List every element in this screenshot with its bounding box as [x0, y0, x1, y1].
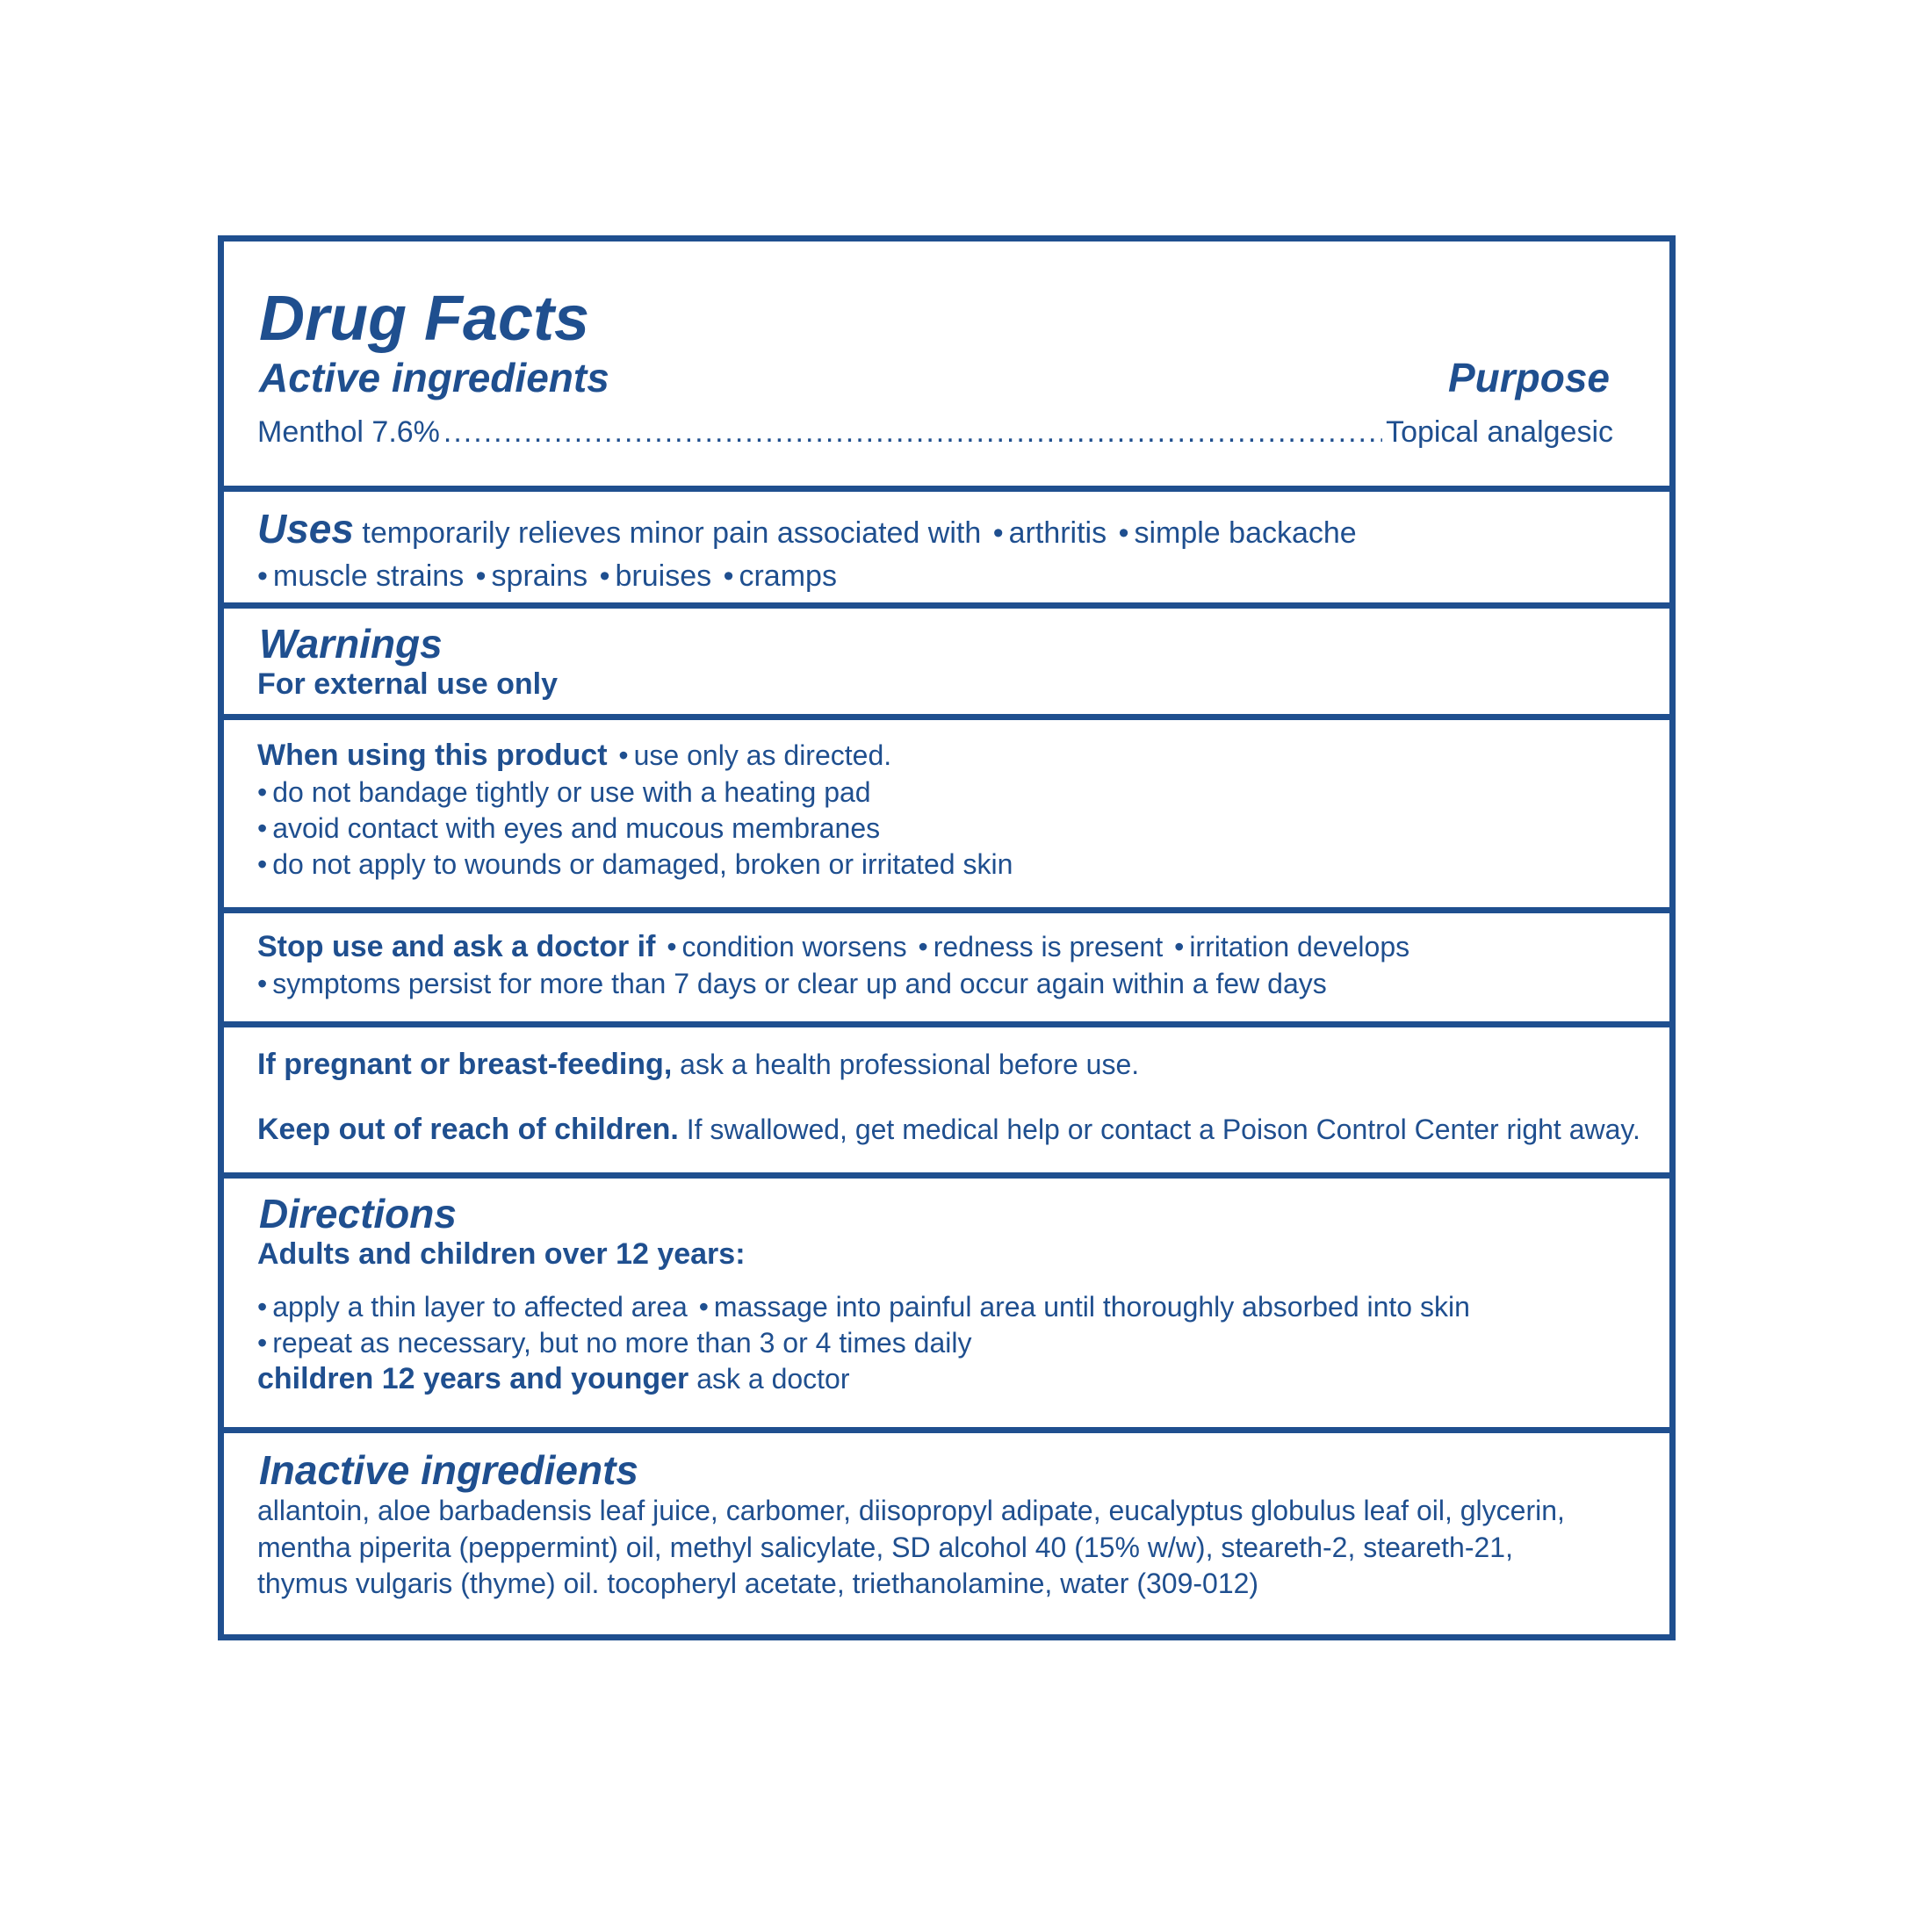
- uses-item: bruises: [615, 559, 712, 593]
- active-ingredient-name: Menthol 7.6%: [257, 415, 440, 449]
- uses-item: simple backache: [1134, 516, 1357, 550]
- directions-heading: Directions: [259, 1191, 457, 1236]
- directions-line-3: [257, 1361, 850, 1396]
- stop-use-item: symptoms persist for more than 7 days or clear up and occur again within a few days: [272, 968, 1327, 999]
- when-using-line-3: • avoid contact with eyes and mucous membranes: [257, 812, 881, 844]
- inactive-ingredients-section: [224, 1433, 1669, 1640]
- uses-section: [224, 492, 1669, 609]
- pregnancy-children-section: [224, 1027, 1669, 1179]
- inactive-ingredients-heading: Inactive ingredients: [259, 1447, 639, 1493]
- directions-section: [224, 1179, 1669, 1433]
- directions-children-label: children 12 years and younger: [257, 1362, 689, 1395]
- uses-item: arthritis: [1008, 516, 1107, 550]
- drug-facts-panel: [218, 235, 1676, 1640]
- uses-line-1: Uses temporarily relieves minor pain associated with • arthritis • simple backache: [257, 506, 1357, 551]
- uses-heading: Uses: [257, 506, 354, 551]
- directions-item: massage into painful area until thoroughly absorbed into skin: [713, 1291, 1470, 1323]
- active-ingredients-heading: Active ingredients: [259, 355, 609, 400]
- when-using-item: avoid contact with eyes and mucous membranes: [272, 812, 881, 844]
- when-using-line-2: • do not bandage tightly or use with a heating pad: [257, 776, 871, 808]
- directions-item: repeat as necessary, but no more than 3 or 4 times daily: [272, 1327, 972, 1359]
- directions-subheading: Adults and children over 12 years:: [257, 1237, 746, 1271]
- warnings-heading: Warnings: [259, 621, 443, 667]
- when-using-section: [224, 720, 1669, 913]
- warnings-subheading: For external use only: [257, 667, 558, 701]
- drug-facts-title: Drug Facts: [259, 284, 590, 354]
- pregnancy-label: If pregnant or breast-feeding,: [257, 1048, 673, 1081]
- inactive-ingredients-line: allantoin, aloe barbadensis leaf juice, carbomer, diisopropyl adipate, eucalyptus globulus leaf oil, glycerin,: [257, 1495, 1565, 1526]
- directions-line-2: • repeat as necessary, but no more than 3 or 4 times daily: [257, 1327, 972, 1359]
- warnings-section: [224, 609, 1669, 720]
- active-ingredient-row: [257, 415, 1613, 450]
- active-ingredient-purpose: Topical analgesic: [1386, 415, 1613, 449]
- uses-item: cramps: [739, 559, 837, 593]
- children-line: [257, 1112, 1640, 1147]
- pregnancy-text: ask a health professional before use.: [680, 1049, 1140, 1080]
- purpose-heading: Purpose: [1447, 355, 1610, 400]
- uses-line-2: • muscle strains • sprains • bruises • cramps: [257, 559, 837, 593]
- stop-use-line-2: • symptoms persist for more than 7 days or clear up and occur again within a few days: [257, 968, 1327, 999]
- pregnancy-line: [257, 1047, 1139, 1082]
- when-using-item: use only as directed.: [633, 739, 892, 771]
- children-label: Keep out of reach of children.: [257, 1113, 679, 1146]
- directions-children-text: ask a doctor: [696, 1363, 850, 1395]
- uses-item: muscle strains: [272, 559, 465, 593]
- leader-dots: [443, 415, 1382, 450]
- stop-use-item: irritation develops: [1189, 931, 1410, 962]
- stop-use-item: redness is present: [933, 931, 1164, 962]
- inactive-ingredients-line: mentha piperita (peppermint) oil, methyl salicylate, SD alcohol 40 (15% w/w), steareth-2, steareth-21,: [257, 1532, 1513, 1563]
- directions-item: apply a thin layer to affected area: [272, 1291, 688, 1323]
- when-using-item: do not bandage tightly or use with a heating pad: [272, 776, 871, 808]
- stop-use-label: Stop use and ask a doctor if: [257, 930, 656, 963]
- uses-item: sprains: [491, 559, 588, 593]
- when-using-label: When using this product: [257, 739, 608, 772]
- directions-line-1: • apply a thin layer to affected area • massage into painful area until thoroughly absorbed into skin: [257, 1291, 1470, 1323]
- when-using-item: do not apply to wounds or damaged, broken or irritated skin: [272, 848, 1013, 880]
- uses-intro: temporarily relieves minor pain associated with: [362, 516, 982, 550]
- stop-use-item: condition worsens: [681, 931, 907, 962]
- when-using-line-4: • do not apply to wounds or damaged, broken or irritated skin: [257, 848, 1013, 880]
- inactive-ingredients-line: thymus vulgaris (thyme) oil. tocopheryl acetate, triethanolamine, water (309-012): [257, 1568, 1259, 1599]
- children-text: If swallowed, get medical help or contact a Poison Control Center right away.: [686, 1114, 1640, 1145]
- stop-use-line-1: Stop use and ask a doctor if • condition worsens • redness is present • irritation develops: [257, 930, 1410, 963]
- stop-use-section: [224, 913, 1669, 1027]
- active-ingredients-section: [224, 242, 1669, 492]
- when-using-line-1: When using this product • use only as directed.: [257, 739, 892, 772]
